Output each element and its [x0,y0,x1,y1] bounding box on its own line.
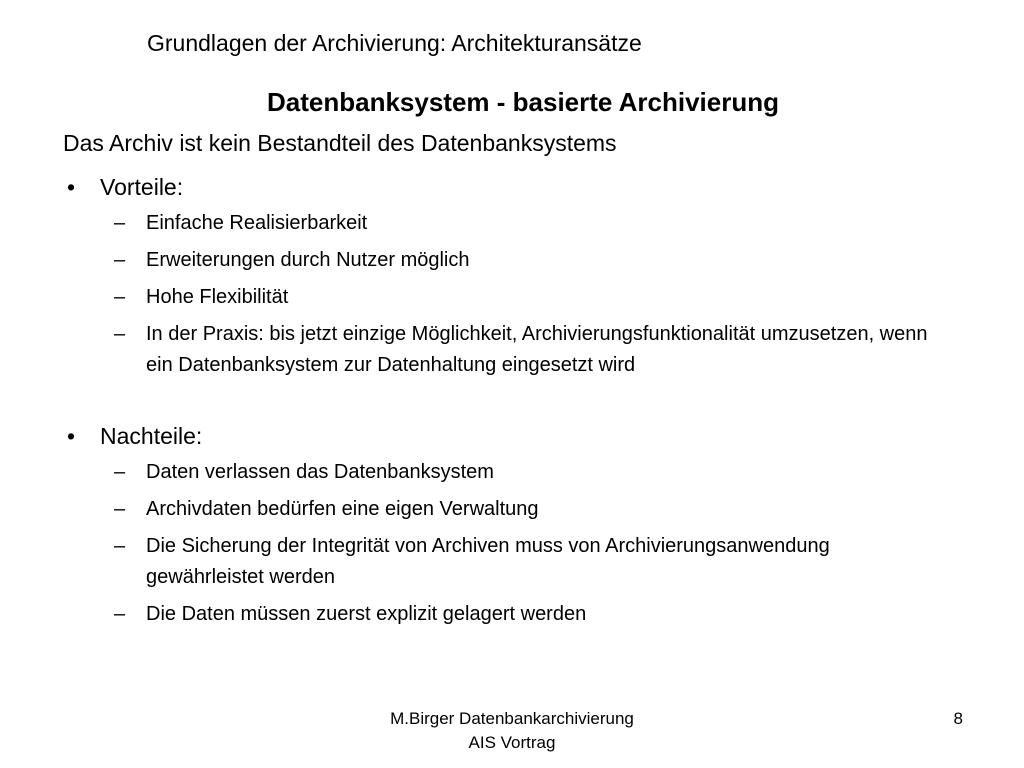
advantage-item [63,319,946,381]
disadvantage-text: Die Daten müssen zuerst explizit gelagert werden [146,603,587,625]
advantages-list [63,208,946,381]
slide-footer [0,707,1024,755]
disadvantages-section [63,421,946,636]
dash-marker: – [114,286,126,308]
dash-marker: – [114,461,126,483]
dash-marker: – [114,498,126,520]
disadvantage-item [63,457,946,488]
advantage-item [63,245,946,276]
advantage-text: In der Praxis: bis jetzt einzige Möglichkeit, Archivierungsfunktionalität umzusetzen, wenn ein Datenbanksystem zur Datenhaltung eingesetzt wird [146,323,928,376]
advantage-item [63,208,946,239]
dash-marker: – [114,249,126,271]
disadvantage-item [63,494,946,525]
dash-marker: – [114,535,126,557]
slide-heading: Datenbanksystem - basierte Archivierung [267,87,779,117]
disadvantages-list [63,457,946,630]
dash-marker: – [114,212,126,234]
advantages-label: Vorteile: [100,174,184,200]
advantage-text: Hohe Flexibilität [146,286,289,308]
footer-author-line: M.Birger Datenbankarchivierung [390,709,634,728]
advantages-section [63,172,946,387]
dash-marker: – [114,603,126,625]
disadvantage-text: Die Sicherung der Integrität von Archiven muss von Archivierungsanwendung gewährleistet werden [146,535,830,588]
advantage-text: Erweiterungen durch Nutzer möglich [146,249,470,271]
disadvantage-text: Archivdaten bedürfen eine eigen Verwaltung [146,498,539,520]
footer-event-line: AIS Vortrag [468,733,556,752]
advantages-bullet [63,172,946,208]
advantage-item [63,282,946,313]
disadvantage-text: Daten verlassen das Datenbanksystem [146,461,494,483]
disadvantages-label: Nachteile: [100,423,203,449]
bullet-marker: • [66,423,76,449]
advantage-text: Einfache Realisierbarkeit [146,212,368,234]
disadvantage-item [63,599,946,630]
slide-number: 8 [953,709,963,728]
disadvantage-item [63,531,946,593]
slide-header-title: Grundlagen der Archivierung: Architekturansätze [147,30,642,56]
intro-text: Das Archiv ist kein Bestandteil des Datenbanksystems [63,130,617,156]
disadvantages-bullet [63,421,946,457]
bullet-marker: • [66,174,76,200]
dash-marker: – [114,323,126,345]
